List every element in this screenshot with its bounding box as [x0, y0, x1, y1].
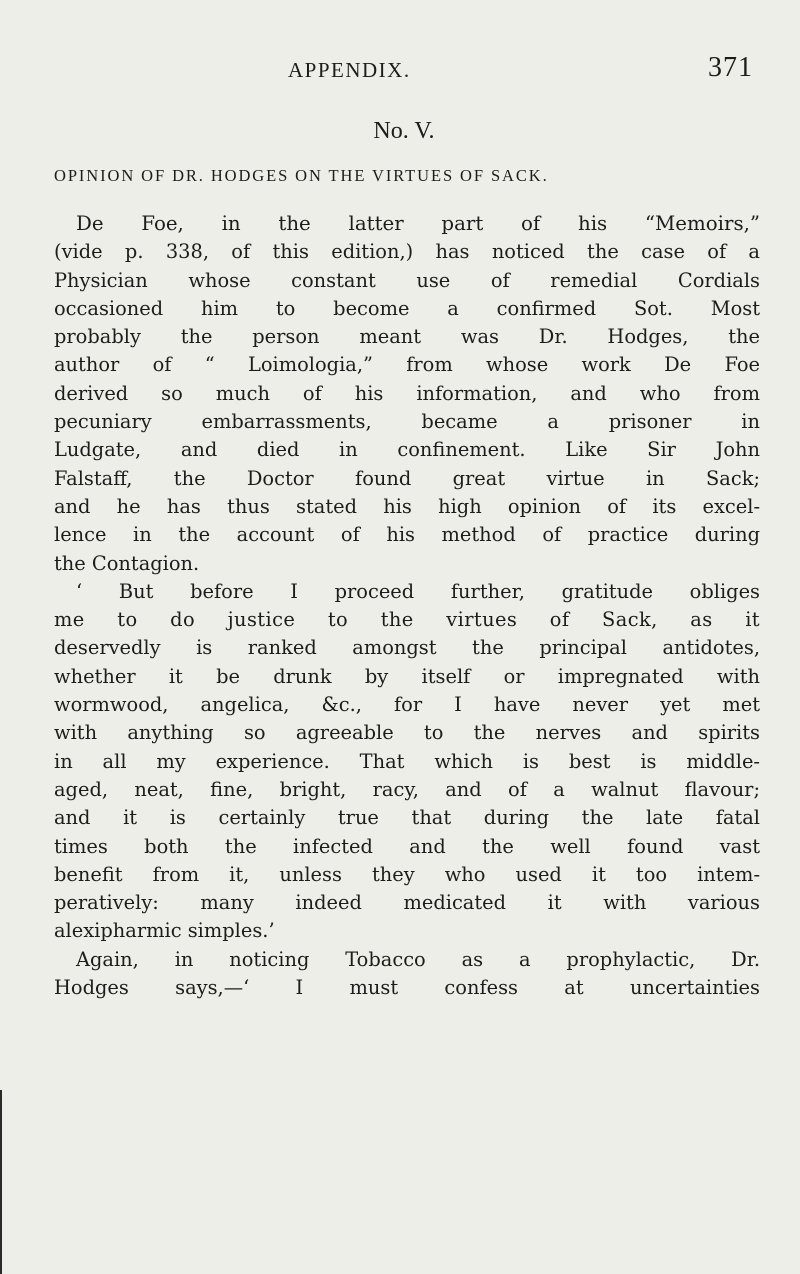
text-line: author of “ Loimologia,” from whose work De Foe [54, 353, 760, 377]
text-line: with anything so agreeable to the nerves and spirits [54, 721, 760, 745]
text-line: me to do justice to the virtues of Sack, as it [54, 608, 760, 632]
text-line: Hodges says,—‘ I must confess at uncertainties [54, 976, 760, 1000]
text-line: aged, neat, fine, bright, racy, and of a walnut flavour; [54, 777, 760, 801]
text-line: (vide p. 338, of this edition,) has noticed the case of a [54, 240, 760, 264]
page-edge-line [0, 1090, 2, 1274]
text-line: the Contagion. [54, 551, 200, 575]
text-line: deservedly is ranked amongst the principal antidotes, [54, 636, 760, 660]
page-number: 371 [708, 52, 753, 83]
text-line: Again, in noticing Tobacco as a prophylactic, Dr. [76, 947, 760, 971]
text-line: wormwood, angelica, &c., for I have never yet met [54, 693, 760, 717]
text-line: occasioned him to become a confirmed Sot. Most [54, 296, 760, 320]
text-line: probably the person meant was Dr. Hodges, the [54, 325, 760, 349]
running-title: APPENDIX. [288, 58, 411, 82]
section-number: No. V. [373, 118, 435, 144]
section-heading: OPINION OF DR. HODGES ON THE VIRTUES OF SACK. [54, 166, 549, 185]
running-head [0, 52, 800, 88]
text-line: ‘ But before I proceed further, gratitude obliges [76, 579, 760, 603]
text-line: pecuniary embarrassments, became a prisoner in [54, 410, 760, 434]
text-line: lence in the account of his method of practice during [54, 523, 760, 547]
text-line: Physician whose constant use of remedial Cordials [54, 268, 760, 292]
text-line: and he has thus stated his high opinion of its excel- [54, 494, 760, 518]
text-line: in all my experience. That which is best is middle- [54, 749, 760, 773]
body-text [54, 210, 760, 1002]
text-line: Falstaff, the Doctor found great virtue in Sack; [54, 466, 760, 490]
text-line: alexipharmic simples.’ [54, 919, 275, 943]
text-line: and it is certainly true that during the late fatal [54, 806, 760, 830]
text-line: times both the infected and the well found vast [54, 834, 760, 858]
text-line: derived so much of his information, and who from [54, 381, 760, 405]
text-line: benefit from it, unless they who used it too intem- [54, 862, 760, 886]
text-line: Ludgate, and died in confinement. Like Sir John [54, 438, 760, 462]
text-line: whether it be drunk by itself or impregnated with [54, 664, 760, 688]
text-line: peratively: many indeed medicated it with various [54, 891, 760, 915]
text-line: De Foe, in the latter part of his “Memoirs,” [76, 212, 760, 235]
